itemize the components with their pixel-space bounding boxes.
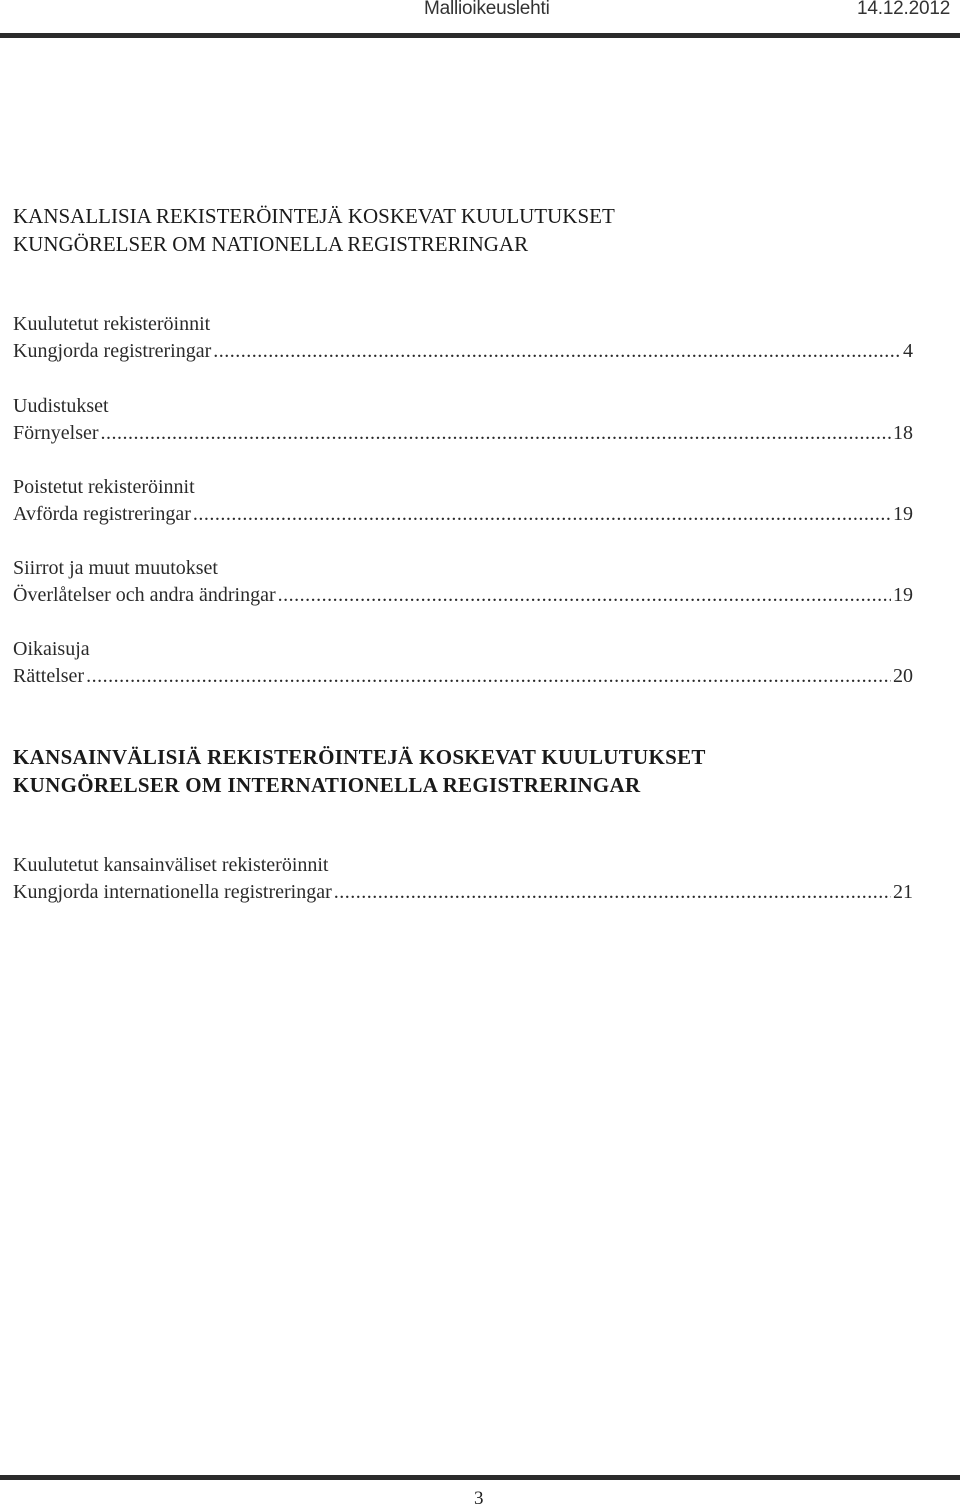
- toc-entry[interactable]: [13, 636, 913, 690]
- toc-entry[interactable]: [13, 393, 913, 447]
- toc-entry-finnish: Siirrot ja muut muutokset: [13, 557, 218, 579]
- section-title-line: KUNGÖRELSER OM INTERNATIONELLA REGISTRERINGAR: [13, 773, 641, 797]
- toc-entry-swedish: Förnyelser: [13, 422, 99, 444]
- toc-entry-line[interactable]: [13, 338, 913, 365]
- toc-entry-line[interactable]: [13, 420, 913, 447]
- toc-entry[interactable]: [13, 555, 913, 609]
- toc-entry-page: 4: [903, 340, 913, 362]
- toc-entry-page: 21: [893, 881, 913, 903]
- header-rule: [0, 33, 960, 38]
- dot-leader: [101, 420, 891, 447]
- toc-entry-page: 20: [893, 665, 913, 687]
- toc-entry-line[interactable]: [13, 501, 913, 528]
- toc-entry-finnish: Uudistukset: [13, 395, 109, 417]
- dot-leader: [213, 338, 901, 365]
- toc-entry-swedish: Kungjorda internationella registreringar: [13, 881, 332, 903]
- toc-entry[interactable]: [13, 474, 913, 528]
- section-title-line: KANSAINVÄLISIÄ REKISTERÖINTEJÄ KOSKEVAT KUULUTUKSET: [13, 745, 706, 769]
- section-title-line: KANSALLISIA REKISTERÖINTEJÄ KOSKEVAT KUULUTUKSET: [13, 204, 615, 228]
- toc-entry-swedish: Avförda registreringar: [13, 503, 191, 525]
- toc-entry-page: 19: [893, 503, 913, 525]
- toc-entry-page: 18: [893, 422, 913, 444]
- dot-leader: [334, 879, 891, 906]
- section-title-national: [13, 202, 615, 258]
- toc-entry-swedish: Överlåtelser och andra ändringar: [13, 584, 276, 606]
- dot-leader: [278, 582, 891, 609]
- page-number: 3: [474, 1488, 484, 1509]
- dot-leader: [86, 663, 891, 690]
- dot-leader: [193, 501, 891, 528]
- toc-entry-finnish: Kuulutetut rekisteröinnit: [13, 313, 211, 335]
- toc-entry-line[interactable]: [13, 582, 913, 609]
- page-header: [0, 0, 960, 22]
- journal-name: Mallioikeuslehti: [424, 0, 550, 19]
- toc-entry-page: 19: [893, 584, 913, 606]
- toc-entry-finnish: Oikaisuja: [13, 638, 90, 660]
- toc-entry-swedish: Kungjorda registreringar: [13, 340, 212, 362]
- toc-entry-line[interactable]: [13, 879, 913, 906]
- toc-entry-finnish: Poistetut rekisteröinnit: [13, 476, 195, 498]
- toc-entry[interactable]: [13, 852, 913, 906]
- toc-entry[interactable]: [13, 311, 913, 365]
- footer-rule: [0, 1475, 960, 1480]
- section-title-line: KUNGÖRELSER OM NATIONELLA REGISTRERINGAR: [13, 232, 529, 256]
- section-title-international: [13, 743, 706, 799]
- issue-date: 14.12.2012: [857, 0, 951, 19]
- toc-entry-swedish: Rättelser: [13, 665, 85, 687]
- toc-entry-finnish: Kuulutetut kansainväliset rekisteröinnit: [13, 854, 329, 876]
- toc-entry-line[interactable]: [13, 663, 913, 690]
